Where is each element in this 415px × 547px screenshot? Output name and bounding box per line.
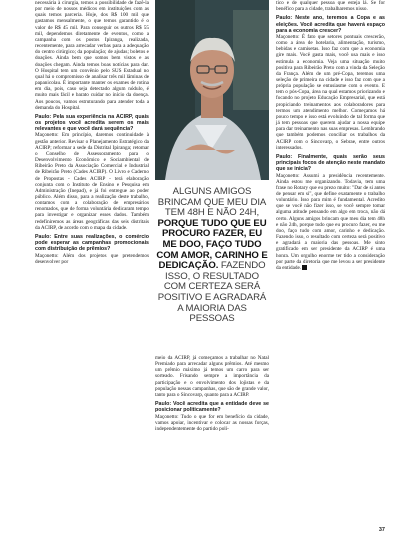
interview-answer: necessária à cirurgia, temos a possibilidade de fazê-la por meio de nossos médicos em instituições com as quais temos parceria. Hoje, dos R$ 100 mil que gastamos mensalmente, o que temos garantido é o valor de R$ 45 mil. Para conseguir os outros R$ 55 mil, dependemos diretamente de eventos, como a campanha com os postos Ipiranga, realizada, recentemente, para arrecadar verbas para a adequação do centro cirúrgico; da população; de ajudas; boletos e doações. Ainda bem que somos bem vistos e as doações chegam. Ainda temos boas notícias para dar. O Hospital tem um convênio pelo SUS Estadual no qual há o compromisso de analisar três mil lâminas de papanicolau. É importante manter os exames de rotina em dia, pois, caso seja detectado algum nódulo, é muito mais fácil e barato cuidar no início da doença. Aos poucos, vamos estruturando para atender toda a demanda do Hospital. [35,0,149,111]
pull-quote-start: ALGUNS AMIGOS BRINCAM QUE MEU DIA TEM 48H E NÃO 24H, [157,186,267,219]
end-of-article-mark [302,265,307,270]
interview-answer: Maçonetto: Assumi a presidência recentemente. Ainda estou me organizando. Todavia, tem uma frase no Rotary que eu prezo muito: "Dar de si antes de pensar em si", que define exatamente o trabalho voluntário. Isso para mim é fundamental. Acredito que se você não fizer isso, se você sempre tomar alguma atitude pensando em algo em troca, não dá certo. Alguns amigos brincam que meu dia tem 48h e não 24h, porque tudo que eu procuro fazer, eu me doo, faço tudo com amor, carinho e dedicação. Fazendo isso, o resultado com certeza será positivo e agradará a maioria das pessoas. Me sinto gratificado em ser presidente da ACIRP é uma honra. Um orgulho enorme ter tido a consideração por parte da diretoria que me levou a ser presidente da entidade. [276,172,385,271]
column-2 [155,355,269,432]
interview-question: Paulo: Neste ano, teremos a Copa e as eleições. Você acredita que haverá espaço para a economia crescer? [276,15,385,34]
column-3 [276,0,385,271]
interview-question: Paulo: Finalmente, quais serão seus principais focos de atenção neste mandato que se inicia? [276,153,385,173]
column-1 [35,0,149,265]
interview-answer: Maçonetto: É fato que setores pontuais crescerão, como a área de hotelaria, alimentação, turismo, bebidas e camisetas. Isso faz com que a economia gire mais. Você gasta mais, você usa mais e isso estimula a economia. Veja uma situação muito positiva para Ribeirão Preto com a vinda da Seleção da França. Além de um pré-Copa, teremos uma seleção de primeira na cidade e isso faz com que a própria população se entusiasme com o evento. E tem o pós-Copa, área na qual estamos priorizando e focando no projeto Educação Empresarial, que está propiciando treinamentos aos colaboradores para termos um atendimento melhor. Começamos há pouco tempo e isso está evoluindo de tal forma que já tem pessoas que querem ajudar a nossa equipe para dar treinamento nas suas empresas. Lembrando que também podemos conciliar os trabalhos da ACIRP com o Sincovarp, o Sebrae, entre outros interessados. [276,33,385,151]
interview-question: Paulo: Pela sua experiência na ACIRP, quais os projetos você acredita serem os mais relevantes e que você dará sequência? [35,113,149,133]
interview-answer: Maçonetto: Tudo o que for em benefício da cidade, vamos apoiar, incentivar e colocar as nossas forças, independentemente do partido polí- [155,413,269,432]
pull-quote-end: FAZENDO ISSO, O RESULTADO COM CERTEZA SERÁ POSITIVO E AGRADARÁ A MAIORIA DAS PESSOAS [157,260,267,325]
interview-answer: meio da ACIRP, já começamos a trabalhar no Natal Premiado para arrecadar alguns prêmios. Até mesmo um prêmio máximo já temos um carro para ser sorteado. Frisando sempre a importância da participação e o envolvimento dos lojistas e da população nessas campanhas, que são de grande valor, tanto para o Sincovarp, quanto para a ACIRP. [155,355,269,398]
portrait-illustration [155,0,269,180]
interview-answer: Maçonetto: Além dos projetos que pretendemos desenvolver por [35,252,149,265]
page-number: 37 [378,527,385,533]
interview-question: Paulo: Você acredita que a entidade deve se posicionar politicamente? [155,401,269,414]
portrait-photo [155,0,269,180]
interview-question: Paulo: Entre suas realizações, o comércio pode esperar as campanhas promocionais com distribuição de prêmios? [35,233,149,253]
pull-quote [155,187,269,325]
pull-quote-emphasis: PORQUE TUDO QUE EU PROCURO FAZER, EU ME DOO, FAÇO TUDO COM AMOR, CARINHO E DEDICAÇÃO. [156,217,268,272]
interview-answer: Maçonetto: Em princípio, daremos continuidade à gestão anterior. Revisar o Planejamento Estratégico da ACIRP; reformar a sede da Distrital Ipiranga; retomar o Conselho de Assessoramento para o Desenvolvimento Econômico e Sociambiental de Ribeirão Preto da Associação Comercial e Industrial de Ribeirão Preto (Cades ACIRP). O Livro e Caderno de Propostas - Cades ACIRP - terá elaboração conjunta com o Instituto de Ensino e Pesquisa em Administração (Inepad), e já foi entregue ao poder público. Além disso, para a realização deste trabalho, contamos com a colaboração de empresários renomados, que de forma voluntária dedicaram tempo para investigar e organizar esses dados. Também redefiniremos as áreas geográficas das seis distritais da ACIRP, de acordo com o mapa da cidade. [35,132,149,231]
interview-answer: tico e de qualquer pessoa que esteja lá. Se for benéfico para a cidade, trabalharemos nisso. [276,0,385,13]
